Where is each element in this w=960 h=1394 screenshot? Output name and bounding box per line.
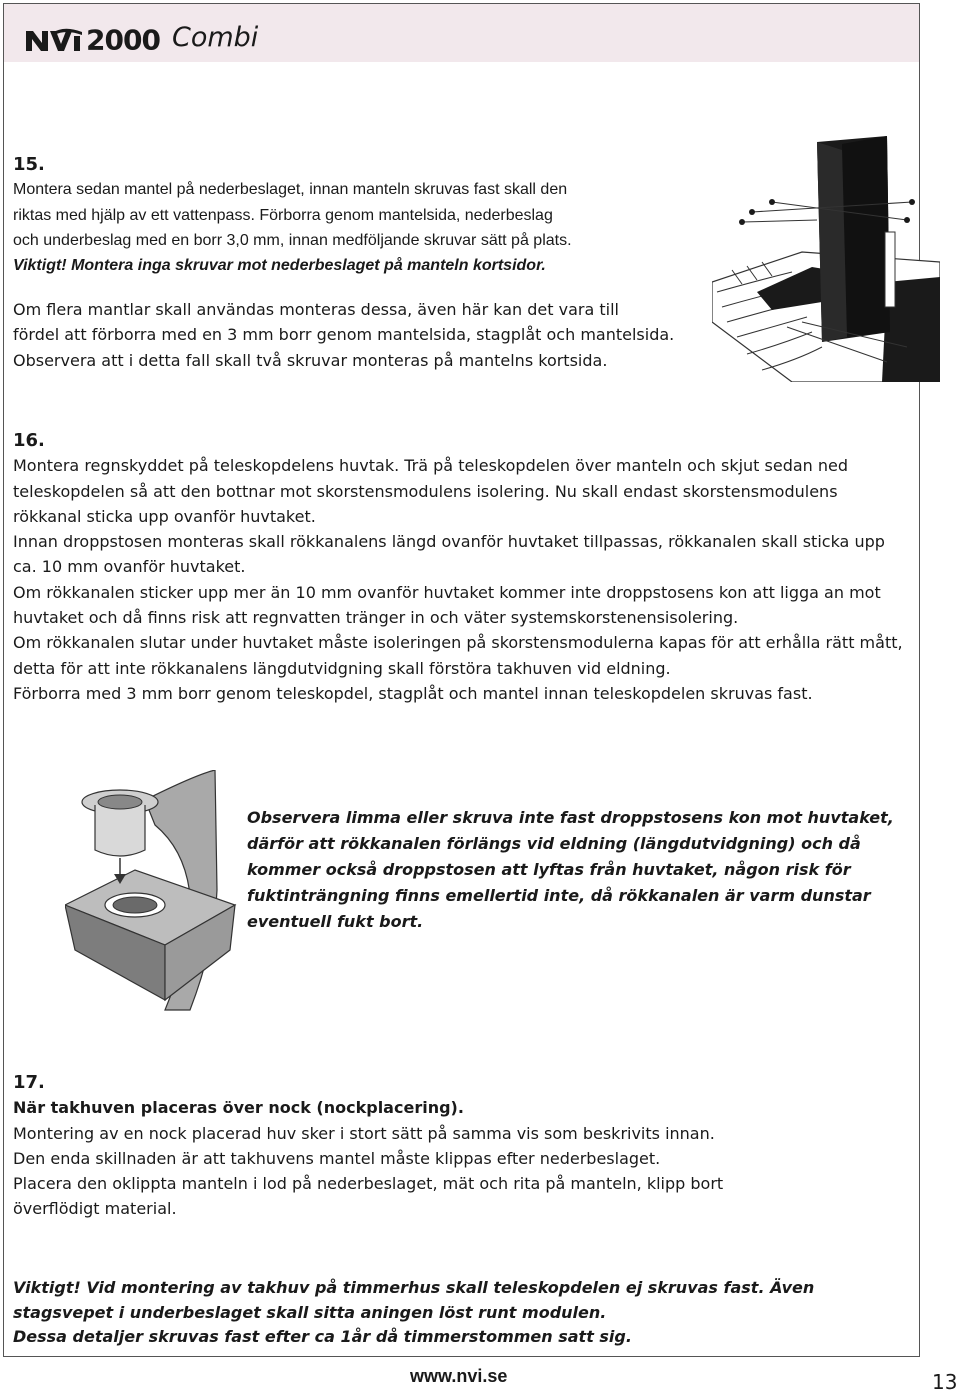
paragraph: Innan droppstosen monteras skall rökkanalens längd ovanför huvtaket tillpassas, rökkanalen skall sticka upp ca. 10 mm ovanför huvtaket.	[13, 532, 885, 577]
warning-line	[13, 253, 703, 278]
warning-note	[13, 1276, 908, 1350]
brand-logo	[24, 22, 160, 57]
header-bar	[4, 4, 919, 62]
section-heading: När takhuven placeras över nock (nockplacering).	[13, 1098, 464, 1118]
section-15	[13, 152, 703, 278]
product-name: Combi	[172, 22, 259, 53]
text-line: riktas med hjälp av ett vattenpass. Förborra genom mantelsida, nederbeslag	[13, 206, 553, 224]
text-line: Placera den oklippta manteln i lod på nederbeslaget, mät och rita på manteln, klipp bort	[13, 1174, 724, 1194]
text-line: överflödigt material.	[13, 1199, 177, 1219]
paragraph: Om rökkanalen slutar under huvtaket måste isoleringen på skorstensmodulerna kapas för att erhålla rätt mått, detta för att inte rökkanalens längdutvidgning skall förstöra takhuven vid eldning.	[13, 633, 903, 678]
drip-collar-illustration	[65, 770, 240, 1015]
text-line: och underbeslag med en borr 3,0 mm, innan medföljande skruvar sätt på plats.	[13, 231, 572, 249]
footer-url: www.nvi.se	[410, 1366, 508, 1386]
section-16	[13, 428, 908, 706]
section-15-extra	[13, 297, 713, 373]
chimney-mounting-illustration	[712, 132, 940, 382]
warning-text-2: Dessa detaljer skruvas fast efter ca 1år då timmerstommen satt sig.	[13, 1327, 632, 1346]
section-number: 15.	[13, 154, 45, 175]
warning-text: Montera inga skruvar mot nederbeslaget på manteln kortsidor.	[66, 257, 546, 275]
note-box	[247, 805, 912, 935]
text-line: fördel att förborra med en 3 mm borr genom mantelsida, stagplåt och mantelsida.	[13, 325, 675, 345]
text-line: Montera sedan mantel på nederbeslaget, innan manteln skruvas fast skall den	[13, 181, 568, 199]
section-number: 16.	[13, 430, 45, 451]
paragraph: Om rökkanalen sticker upp mer än 10 mm ovanför huvtaket kommer inte droppstosens kon att ligga an mot huvtaket och då finns risk att regnvatten tränger in och väter systemskorstenensisolering.	[13, 582, 881, 628]
warning-label: Viktigt!	[13, 257, 67, 275]
section-number: 17.	[13, 1072, 45, 1093]
text-line: Om flera mantlar skall användas monteras dessa, även här kan det vara till	[13, 300, 619, 319]
logo-text: 2000	[86, 23, 160, 57]
paragraph: Förborra med 3 mm borr genom teleskopdel, stagplåt och mantel innan teleskopdelen skruvas fast.	[13, 683, 813, 703]
text-line: Den enda skillnaden är att takhuvens mantel måste klippas efter nederbeslaget.	[13, 1148, 661, 1168]
text-line: Observera att i detta fall skall två skruvar monteras på mantelns kortsida.	[13, 350, 608, 370]
nvi-logo-icon	[24, 27, 86, 53]
section-17	[13, 1070, 908, 1222]
paragraph: Montera regnskyddet på teleskopdelens huvtak. Trä på teleskopdelen över manteln och skjut sedan ned teleskopdelen så att den bottnar mot skorstensmodulens isolering. Nu skall endast skorstensmodulens rökkanal sticka upp ovanför huvtaket.	[13, 456, 849, 526]
warning-text: Viktigt! Vid montering av takhuv på timmerhus skall teleskopdelen ej skruvas fast. Även stagsvepet i underbeslaget skall sitta aningen löst runt modulen.	[13, 1278, 815, 1322]
text-line: Montering av en nock placerad huv sker i stort sätt på samma vis som beskrivits innan.	[13, 1123, 715, 1143]
note-text: Observera limma eller skruva inte fast droppstosens kon mot huvtaket, därför att rökkanalen förlängs vid eldning (längdutvidgning) och då kommer också droppstosen att lyftas från huvtaket, någon risk för fuktinträngning finns emellertid inte, då rökkanalen är varm dunstar eventuell fukt bort.	[247, 808, 894, 931]
page-number: 13	[932, 1370, 958, 1394]
